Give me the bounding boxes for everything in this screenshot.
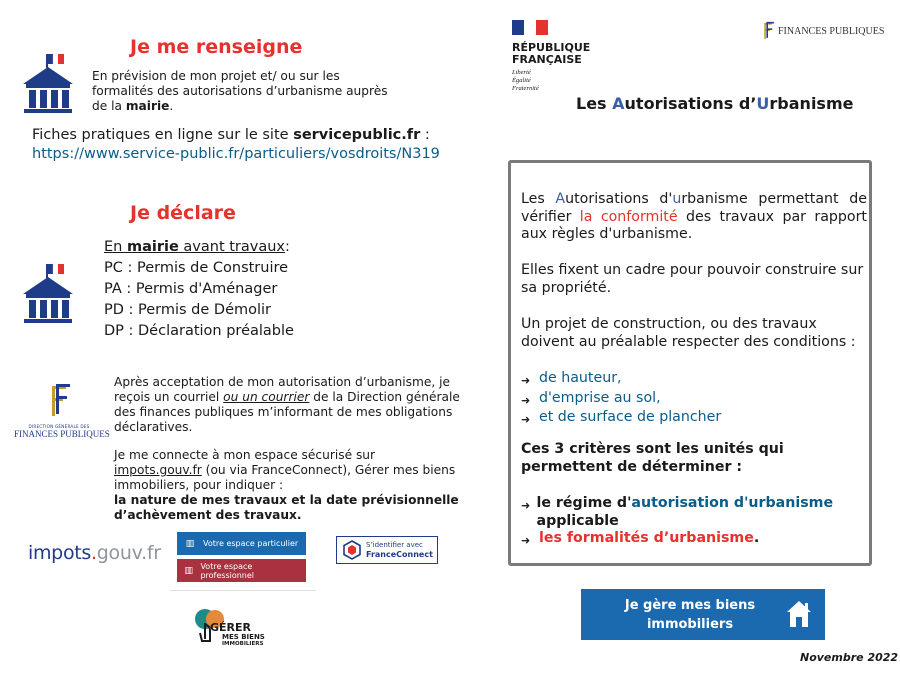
marianne-flag-icon [512,20,548,35]
criteria-list [521,370,867,429]
je-me-renseigne-title: Je me renseigne [130,36,303,58]
finances-publiques-logo: FINANCES PUBLIQUES [760,20,884,42]
arrow-icon: ➜ [521,534,531,547]
box-paragraph-2: Elles fixent un cadre pour pouvoir construire sur sa propriété. [521,262,864,296]
permit-dp: DP : Déclaration préalable [104,323,294,339]
service-public-link[interactable]: https://www.service-public.fr/particuliers/vosdroits/N319 [32,146,440,162]
determination-list [521,495,867,550]
renseigne-paragraph: En prévision de mon projet et/ ou sur les formalités des autorisations d’urbanisme auprès de la mairie. [92,69,388,113]
fiches-pratiques-text: Fiches pratiques en ligne sur le site servicepublic.fr : [32,127,430,143]
regime-item: ➜ le régime d'autorisation d'urbanisme applicable [521,495,834,529]
date-label: Novembre 2022 [800,651,899,664]
arrow-icon: ➜ [521,393,531,407]
permit-pa: PA : Permis d'Aménager [104,281,278,297]
arrow-icon: ➜ [521,499,531,512]
franceconnect-button[interactable]: S’identifier avec FranceConnect [336,536,438,564]
permit-pc: PC : Permis de Construire [104,260,289,276]
gerer-mes-biens-logo: GÉRER MES BIENS IMMOBILIERS [194,607,274,651]
criteria-hauteur: ➜ de hauteur, [521,370,867,390]
je-declare-title: Je déclare [130,202,236,224]
permit-pd: PD : Permis de Démolir [104,302,272,318]
criteria-emprise: ➜ d'emprise au sol, [521,390,867,410]
info-box [508,160,872,566]
arrow-icon: ➜ [521,374,531,387]
box-paragraph-4: Ces 3 critères sont les unités qui permettent de déterminer : [521,441,784,475]
lock-icon-2: ▥ [184,565,193,576]
mairie-house-icon-2 [20,262,76,324]
gerer-biens-button[interactable]: Je gère mes biens immobiliers [581,589,825,640]
declare-intro: En mairie avant travaux: [104,239,290,255]
mairie-house-icon [20,52,76,114]
formalites-item: ➜ les formalités d’urbanisme. [521,530,867,550]
box-paragraph-1: Les Autorisations d'urbanisme permettant de vérifier la conformité des travaux par rapport aux règles d'urbanisme. [521,191,867,242]
box-paragraph-3: Un projet de construction, ou des travaux doivent au préalable respecter des conditions : [521,316,856,350]
dgfip-paragraph-1: Après acceptation de mon autorisation d’urbanisme, je reçois un courriel ou un courrier de la Direction générale des finances publiques m’informant de mes obligations déclaratives. [114,375,460,434]
impots-gouv-link[interactable]: impots.gouv.fr [114,463,202,477]
lock-icon: ▥ [185,538,195,549]
home-icon [785,599,813,629]
dgfip-emblem-icon [44,382,74,420]
republique-francaise-logo: RÉPUBLIQUE FRANÇAISE Liberté Égalité Fraternité [512,20,590,93]
arrow-icon: ➜ [521,413,531,426]
franceconnect-icon [341,539,363,561]
espace-particulier-button[interactable]: ▥ Votre espace particulier [177,532,306,555]
dgfip-paragraph-2: Je me connecte à mon espace sécurisé sur impots.gouv.fr (ou via FranceConnect), Gérer mes biens immobiliers, pour indiquer : la nature de mes travaux et la date prévisionnelle d’achèvement des travaux. [114,448,459,522]
dgfip-logo: DIRECTION GÉNÉRALE DES FINANCES PUBLIQUES [14,382,104,439]
criteria-surface: ➜ et de surface de plancher [521,409,867,429]
autorisations-title: Les Autorisations d’Urbanisme [576,94,854,113]
permit-list [104,258,294,342]
impots-gouv-logo: impots.gouv.fr [28,542,161,564]
finances-emblem-icon [760,20,776,42]
espace-professionnel-button[interactable]: ▥ Votre espace professionnel [177,559,306,582]
espace-buttons-panel [170,530,316,591]
